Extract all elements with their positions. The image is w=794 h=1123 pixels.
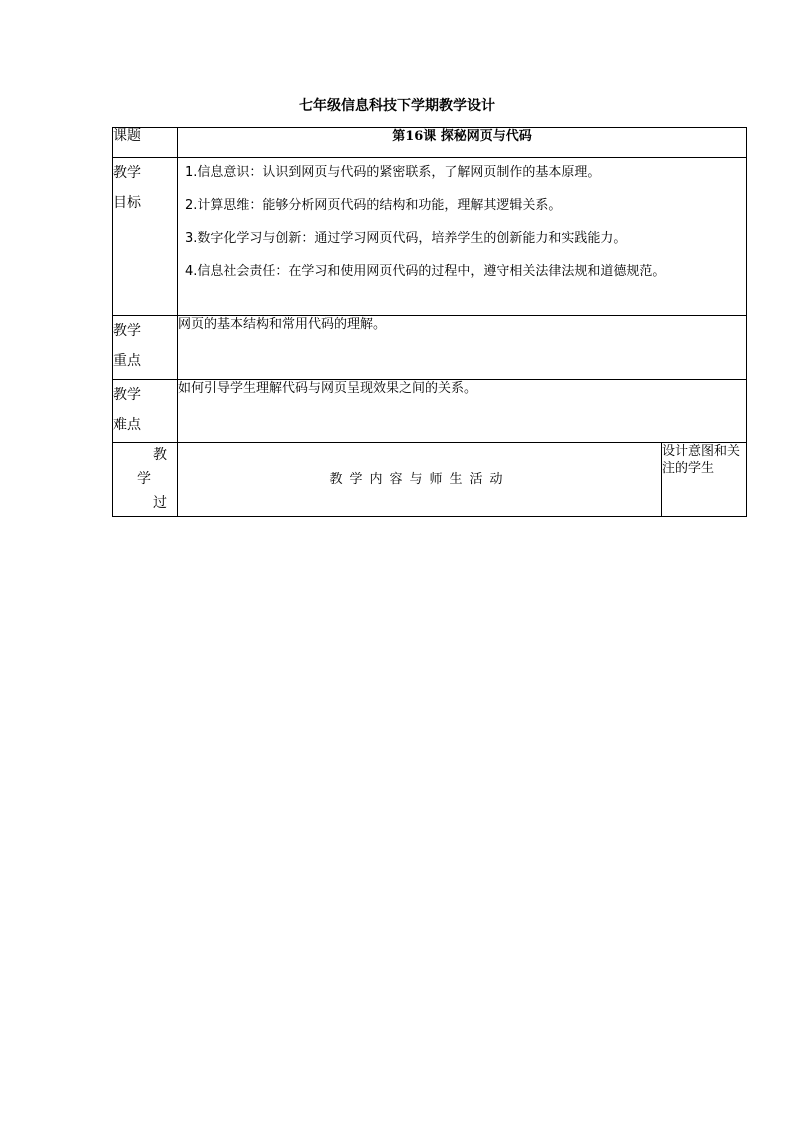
process-content-header: 教学内容与师生活动 xyxy=(178,443,662,517)
objectives-label-line-1: 教学 xyxy=(113,165,141,181)
objective-item: 1.信息意识：认识到网页与代码的紧密联系，了解网页制作的基本原理。 xyxy=(185,165,601,180)
objective-item: 3.数字化学习与创新：通过学习网页代码，培养学生的创新能力和实践能力。 xyxy=(185,231,627,246)
topic-row xyxy=(113,128,747,158)
process-row xyxy=(113,443,747,517)
topic-title: 第16课 探秘网页与代码 xyxy=(178,128,747,158)
topic-label: 课题 xyxy=(113,128,141,144)
design-intent-header: 设计意图和关注的学生 xyxy=(662,443,747,517)
objectives-cell xyxy=(178,158,747,316)
objectives-label-cell xyxy=(113,158,178,316)
objective-item: 2.计算思维：能够分析网页代码的结构和功能，理解其逻辑关系。 xyxy=(185,198,562,213)
difficulties-label-cell xyxy=(113,380,178,443)
process-label-line-1: 教 xyxy=(153,447,167,463)
key-points-label-cell xyxy=(113,316,178,380)
objective-item: 4.信息社会责任：在学习和使用网页代码的过程中，遵守相关法律法规和道德规范。 xyxy=(185,264,666,279)
process-label-line-3: 过 xyxy=(153,495,167,511)
difficulties-row xyxy=(113,380,747,443)
process-label-cell xyxy=(113,443,178,517)
process-label-line-2: 学 xyxy=(137,471,151,487)
objectives-row xyxy=(113,158,747,316)
key-points-label-line-1: 教学 xyxy=(113,323,141,339)
key-points-label-line-2: 重点 xyxy=(113,353,141,369)
objectives-label-line-2: 目标 xyxy=(113,195,141,211)
topic-label-cell xyxy=(113,128,178,158)
difficulties-label-line-2: 难点 xyxy=(113,417,141,433)
difficulties-text: 如何引导学生理解代码与网页呈现效果之间的关系。 xyxy=(178,380,747,443)
document-title: 七年级信息科技下学期教学设计 xyxy=(299,98,495,114)
lesson-plan-table xyxy=(112,127,747,517)
key-points-row xyxy=(113,316,747,380)
difficulties-label-line-1: 教学 xyxy=(113,387,141,403)
key-points-text: 网页的基本结构和常用代码的理解。 xyxy=(178,316,747,380)
